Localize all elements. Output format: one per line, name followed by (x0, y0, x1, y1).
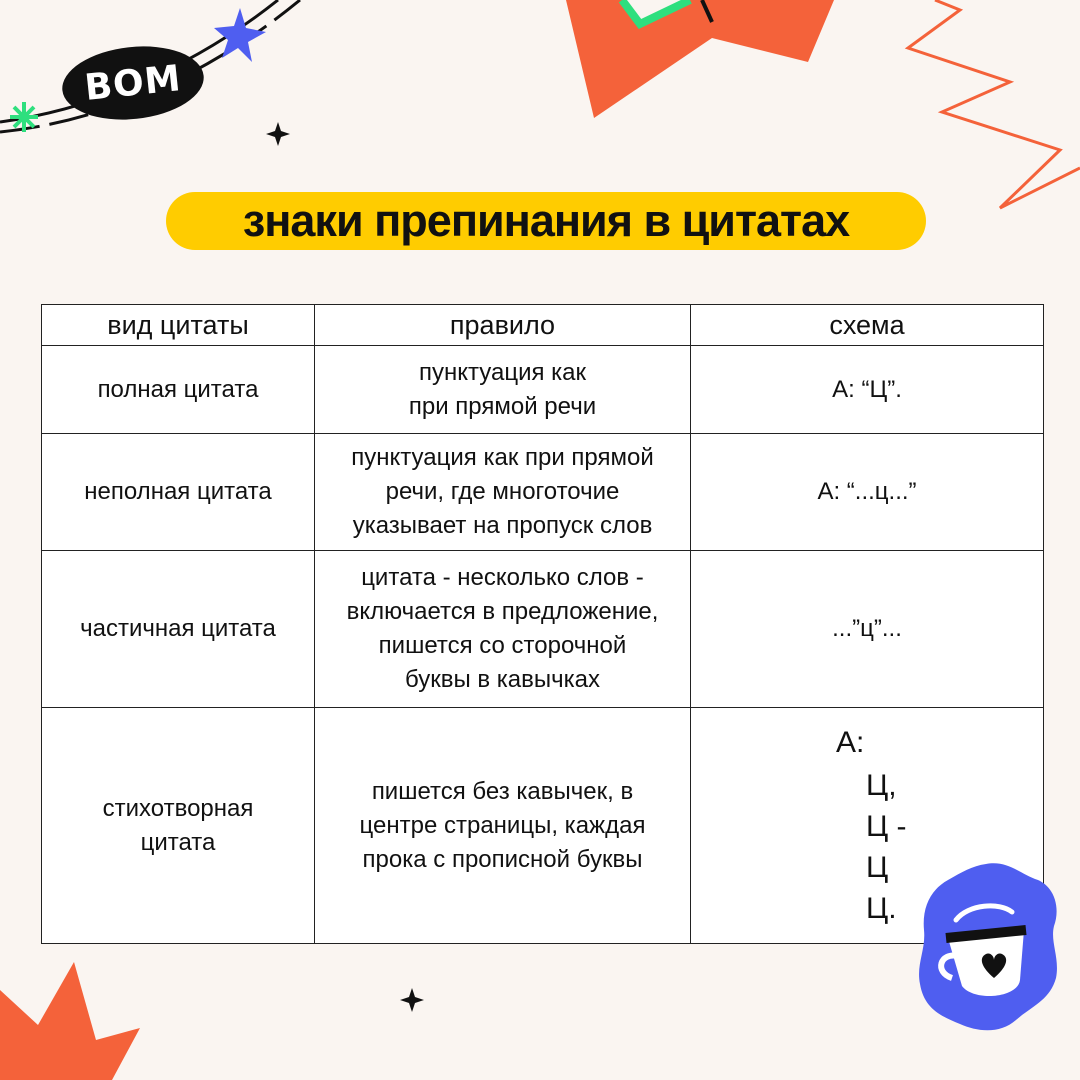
quote-scheme: ...”ц”... (691, 551, 1044, 708)
rule-line: указывает на пропуск слов (352, 512, 653, 539)
rule-line: речи, где многоточие (385, 478, 620, 505)
rule-line: при прямой речи (408, 392, 597, 420)
page-title: знаки препинания в цитатах (242, 195, 850, 246)
quote-rule (315, 551, 691, 708)
quote-scheme: А: “...ц...” (691, 434, 1044, 551)
rule-line: пишется без кавычек, в (371, 777, 634, 805)
poem-line: Ц. (866, 891, 897, 925)
quote-rule (315, 346, 691, 434)
rule-line: пунктуация как (418, 358, 587, 386)
type-line: цитата (140, 828, 216, 856)
header-scheme: схема (691, 305, 1044, 346)
poem-line: Ц, (866, 768, 897, 802)
rule-line: буквы в кавычках (404, 666, 601, 693)
sparkle-icon (266, 122, 290, 146)
table-row (42, 346, 1044, 434)
poem-line: Ц (866, 850, 889, 884)
header-rule: правило (315, 305, 691, 346)
quote-type (42, 708, 315, 944)
punctuation-table (41, 304, 1044, 944)
table-header-row (42, 305, 1044, 346)
logo-text: ВОМ (82, 57, 184, 109)
type-line: стихотворная (102, 794, 254, 822)
coffee-cup-stamp-icon (916, 860, 1060, 1036)
rule-line: включается в предложение, (346, 598, 659, 625)
rule-line: пишется со сторочной (378, 632, 627, 659)
quote-rule (315, 708, 691, 944)
quote-type: частичная цитата (42, 551, 315, 708)
table-row (42, 434, 1044, 551)
rule-line: пунктуация как при прямой (351, 444, 654, 471)
table-row (42, 708, 1044, 944)
sparkle-icon (400, 988, 424, 1012)
orange-burst (0, 962, 140, 1080)
quote-scheme: А: “Ц”. (691, 346, 1044, 434)
quote-type: полная цитата (42, 346, 315, 434)
title-pill (166, 192, 926, 250)
poem-line: Ц - (866, 809, 907, 843)
header-type: вид цитаты (42, 305, 315, 346)
orange-zigzag-outline (908, 0, 1080, 208)
rule-line: прока с прописной буквы (362, 845, 643, 873)
quote-rule (315, 434, 691, 551)
table-row (42, 551, 1044, 708)
rule-line: центре страницы, каждая (359, 811, 646, 839)
rule-line: цитата - несколько слов - (361, 564, 644, 591)
orange-shape (566, 0, 834, 118)
poem-line: А: (836, 725, 865, 759)
quote-type: неполная цитата (42, 434, 315, 551)
